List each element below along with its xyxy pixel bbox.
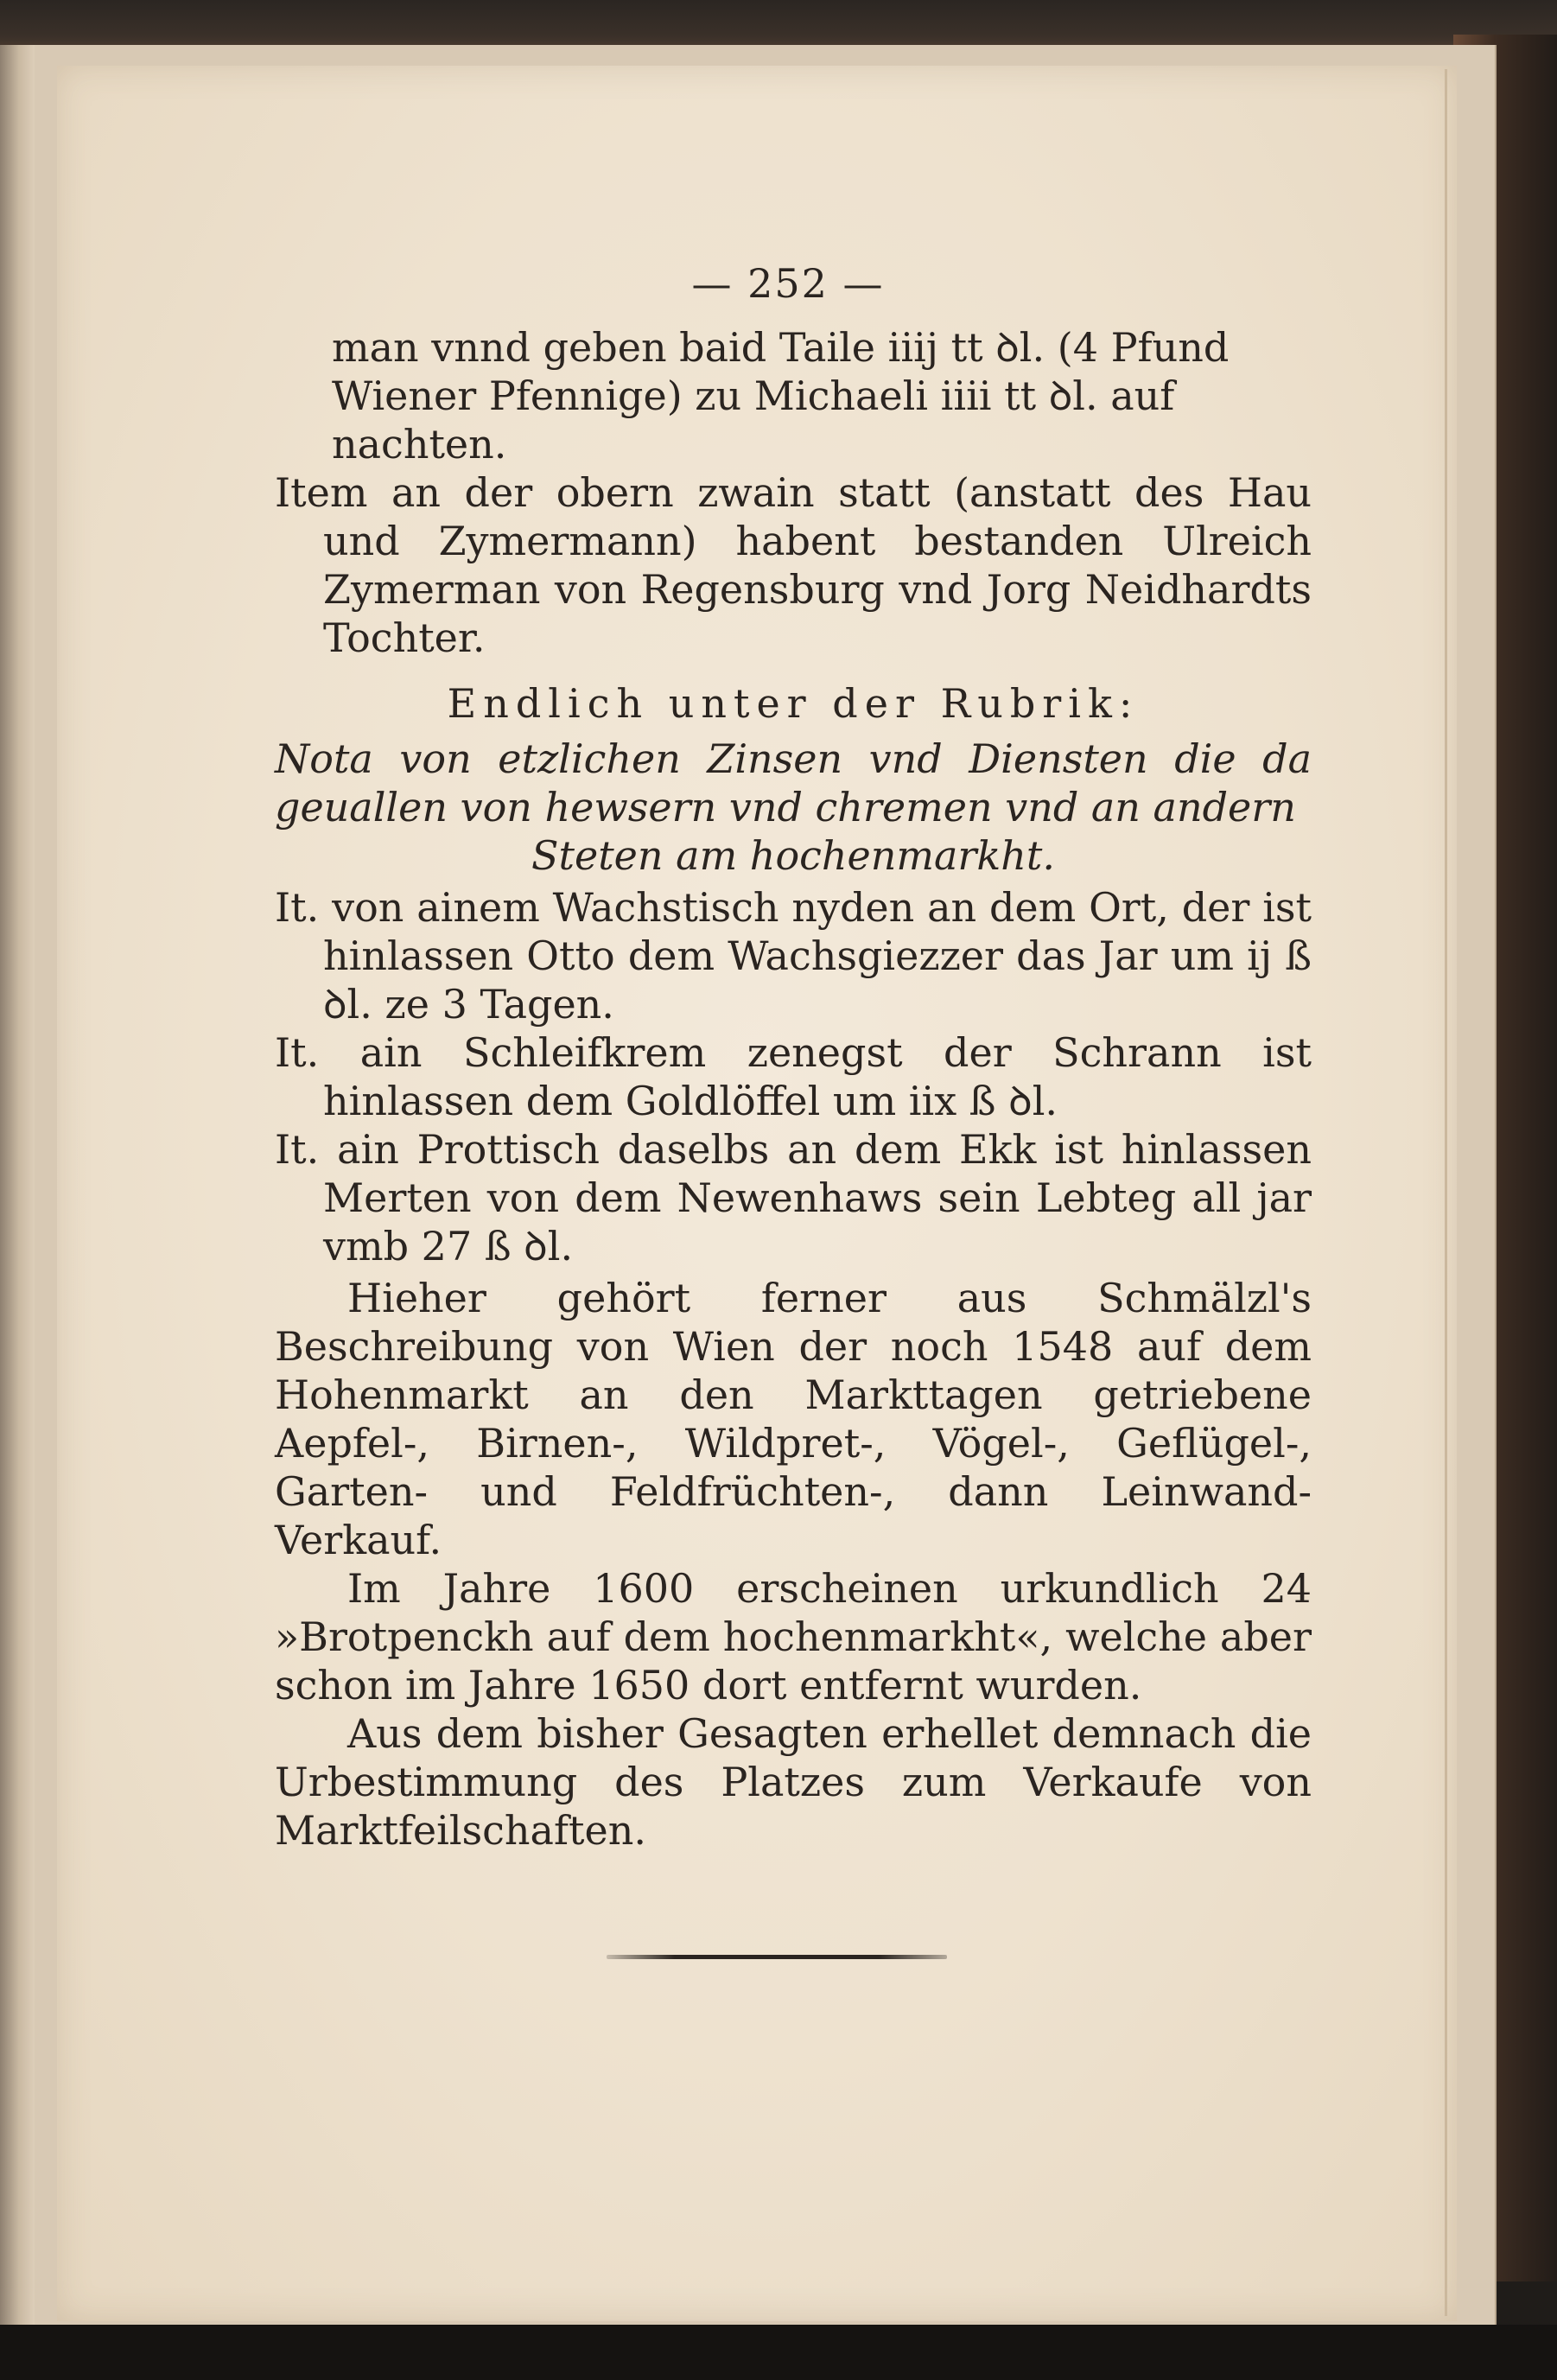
rubrik-heading: Endlich unter der Rubrik: (447, 680, 1140, 727)
nota-heading (275, 735, 1312, 880)
page-stack-edge (0, 45, 35, 2326)
continued-line-1: man vnnd geben baid Taile iiij tt ꝺl. (4 Pfund (332, 324, 1230, 371)
page-number (264, 259, 1312, 308)
paragraph-brotpenckh: Im Jahre 1600 erscheinen urkundlich 24 »Brotpenckh auf dem hochenmarkht«, welche aber schon im Jahre 1650 dort entfernt wurden. (275, 1565, 1312, 1709)
entry-schleifkrem: It. ain Schleifkrem zenegst der Schrann ist hinlassen dem Goldlöffel um iix ß ꝺl. (275, 1029, 1312, 1124)
page-text (275, 259, 1312, 1855)
paragraph-schmaelzl: Hieher gehört ferner aus Schmälzl's Beschreibung von Wien der noch 1548 auf dem Hohenmarkt an den Markttagen getriebene Aepfel-, Birnen-, Wildpret-, Vögel-, Geflügel-, Garten- und Feldfrüchten-, dann Leinwand-Verkauf. (275, 1275, 1312, 1563)
entry-wachstisch: It. von ainem Wachstisch nyden an dem Ort, der ist hinlassen Otto dem Wachsgiezzer das Jar um ij ß ꝺl. ze 3 Tagen. (275, 884, 1312, 1028)
entry-prottisch: It. ain Prottisch daselbs an dem Ekk ist hinlassen Merten von dem Newenhaws sein Lebteg all jar vmb 27 ß ꝺl. (275, 1126, 1312, 1270)
paragraph-conclusion: Aus dem bisher Gesagten erhellet demnach die Urbestimmung des Platzes zum Verkaufe von Marktfeilschaften. (275, 1710, 1312, 1854)
scan-bottom-band (0, 2325, 1557, 2380)
nota-text: Nota von etzlichen Zinsen vnd Diensten die da geuallen von hewsern vnd chremen vnd an andern (275, 735, 1312, 830)
closing-rule (607, 1955, 947, 1959)
continued-line-2: Wiener Pfennige) zu Michaeli iiii tt ꝺl. auf (332, 372, 1175, 419)
continued-line-3: nachten. (332, 421, 507, 468)
nota-last-line: Steten am hochenmarkht. (531, 832, 1056, 879)
page-edge-line (1445, 69, 1447, 2316)
page-number-text: — 252 — (691, 260, 885, 307)
item-paragraph: Item an der obern zwain statt (anstatt des Hau und Zymermann) habent bestanden Ulreich Zymerman von Regensburg vnd Jorg Neidhardts Tochter. (275, 469, 1312, 661)
